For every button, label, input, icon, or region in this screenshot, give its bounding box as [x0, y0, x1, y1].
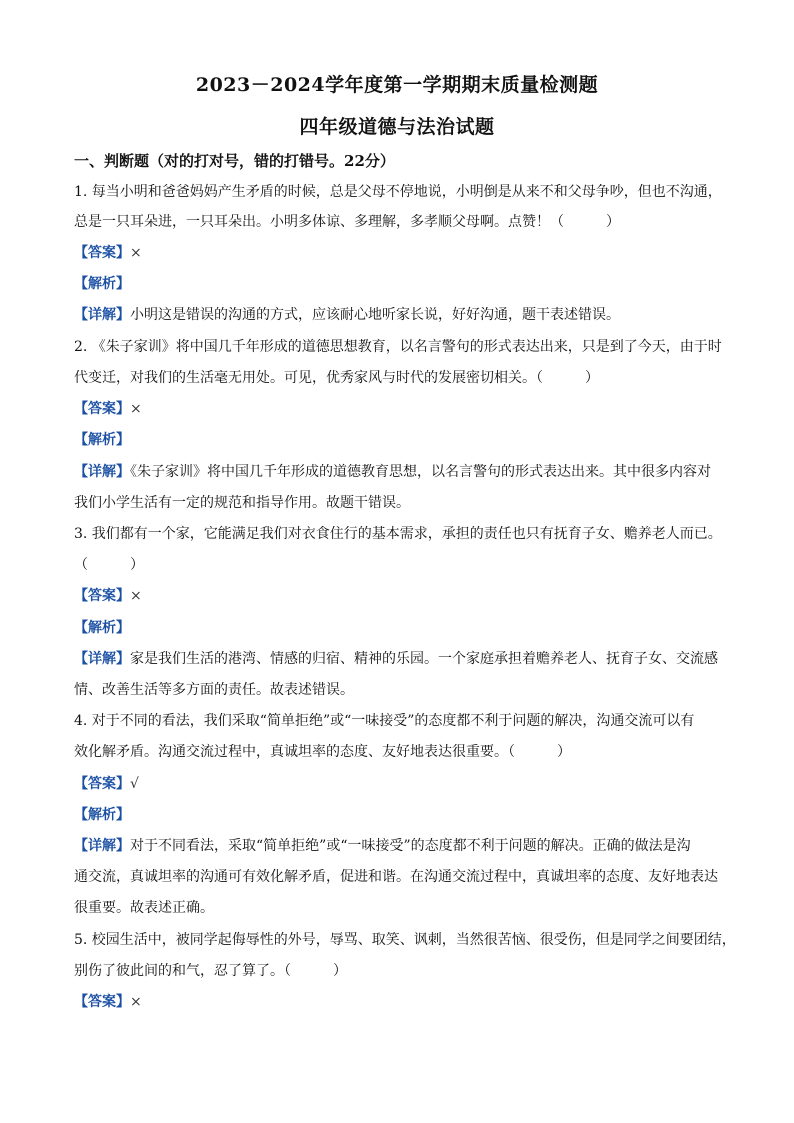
- question-2-line-2: 代变迁，对我们的生活毫无用处。可见，优秀家风与时代的发展密切相关。（ ）: [74, 370, 599, 386]
- answer-mark: ×: [130, 994, 142, 1010]
- analysis-label: 【解析】: [74, 432, 130, 448]
- question-1-analysis: [74, 274, 130, 294]
- section-heading: 一、判断题（对的打对号，错的打错号。22分）: [74, 152, 395, 170]
- answer-label: 【答案】: [74, 588, 130, 604]
- answer-mark: ×: [130, 588, 142, 604]
- question-5-answer: [74, 992, 142, 1012]
- exam-subtitle: 四年级道德与法治试题: [299, 116, 495, 138]
- question-1-line-2: 总是一只耳朵进，一只耳朵出。小明多体谅、多理解，多孝顺父母啊。点赞！（ ）: [74, 214, 620, 230]
- answer-mark: √: [130, 776, 139, 792]
- detail-label: 【详解】: [74, 307, 130, 323]
- detail-label: 【详解】: [74, 838, 130, 854]
- question-4-line-1: 4. 对于不同的看法，我们采取“简单拒绝”或“一味接受”的态度都不利于问题的解决，沟通交流可以有: [74, 713, 695, 729]
- question-1-line-1: 1. 每当小明和爸爸妈妈产生矛盾的时候，总是父母不停地说，小明倒是从来不和父母争吵，但也不沟通，: [74, 184, 722, 200]
- question-4-analysis: [74, 805, 130, 825]
- question-2-line-1: 2. 《朱子家训》将中国几千年形成的道德思想教育，以名言警句的形式表达出来，只是到了今天，由于时: [74, 339, 722, 355]
- question-3-detail-2: 情、改善生活等多方面的责任。故表述错误。: [74, 682, 354, 698]
- answer-label: 【答案】: [74, 994, 130, 1010]
- exam-title: 2023－2024学年度第一学期期末质量检测题: [195, 74, 599, 96]
- question-5-line-1: 5. 校园生活中，被同学起侮辱性的外号，辱骂、取笑、讽刺，当然很苦恼、很受伤，但是同学之间要团结，: [74, 932, 736, 948]
- question-4-detail-1: [74, 836, 691, 856]
- detail-text: 小明这是错误的沟通的方式，应该耐心地听家长说，好好沟通，题干表述错误。: [130, 307, 620, 323]
- question-2-answer: [74, 399, 142, 419]
- question-4-detail-2: 通交流，真诚坦率的沟通可有效化解矛盾，促进和谐。在沟通交流过程中，真诚坦率的态度、友好地表达: [74, 869, 718, 885]
- answer-label: 【答案】: [74, 776, 130, 792]
- answer-label: 【答案】: [74, 245, 130, 261]
- question-3-detail-1: [74, 649, 718, 669]
- analysis-label: 【解析】: [74, 807, 130, 823]
- answer-label: 【答案】: [74, 401, 130, 417]
- answer-mark: ×: [130, 401, 142, 417]
- question-2-detail-1: [74, 462, 711, 482]
- question-1-detail-1: [74, 305, 620, 325]
- question-4-line-2: 效化解矛盾。沟通交流过程中，真诚坦率的态度、友好地表达很重要。（ ）: [74, 744, 571, 760]
- detail-label: 【详解】: [74, 651, 130, 667]
- question-3-line-1: 3. 我们都有一个家，它能满足我们对衣食住行的基本需求，承担的责任也只有抚育子女、赡养老人而已。: [74, 526, 722, 542]
- detail-text: 对于不同看法，采取“简单拒绝”或“一味接受”的态度都不利于问题的解决。正确的做法是沟: [130, 838, 691, 854]
- question-5-line-2: 别伤了彼此间的和气，忍了算了。（ ）: [74, 963, 347, 979]
- answer-mark: ×: [130, 245, 142, 261]
- question-1-answer: [74, 243, 142, 263]
- detail-text: 《朱子家训》将中国几千年形成的道德教育思想，以名言警句的形式表达出来。其中很多内容对: [130, 464, 711, 480]
- question-2-detail-2: 我们小学生活有一定的规范和指导作用。故题干错误。: [74, 495, 410, 511]
- detail-text: 家是我们生活的港湾、情感的归宿、精神的乐园。一个家庭承担着赡养老人、抚育子女、交流感: [130, 651, 718, 667]
- analysis-label: 【解析】: [74, 620, 130, 636]
- question-3-line-2: （ ）: [74, 557, 144, 573]
- question-4-detail-3: 很重要。故表述正确。: [74, 900, 214, 916]
- question-4-answer: [74, 774, 139, 794]
- analysis-label: 【解析】: [74, 276, 130, 292]
- question-3-answer: [74, 586, 142, 606]
- question-2-analysis: [74, 430, 130, 450]
- detail-label: 【详解】: [74, 464, 130, 480]
- question-3-analysis: [74, 618, 130, 638]
